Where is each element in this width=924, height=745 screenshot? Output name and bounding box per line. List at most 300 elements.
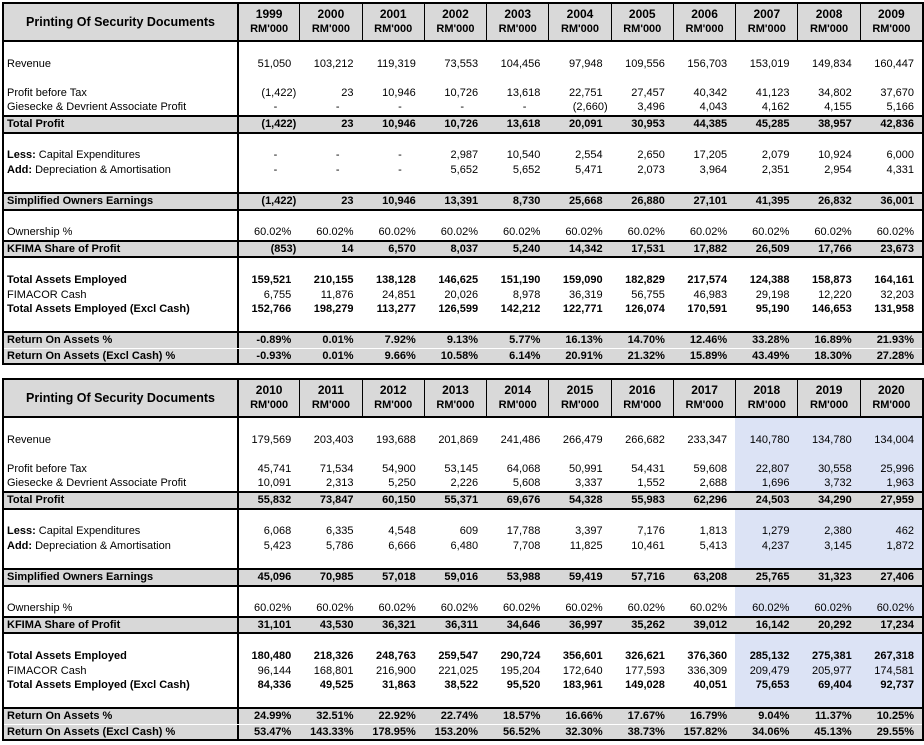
year-label: 2009 [878, 7, 905, 21]
year-header [673, 4, 735, 40]
row-label-prefix: Less: [7, 525, 36, 538]
year-label: 1999 [255, 7, 283, 21]
cell-value [860, 71, 922, 86]
cell-value: 23 [341, 117, 354, 130]
cell-value: 22.92% [378, 710, 416, 723]
cell-value: 6,755 [237, 288, 299, 303]
cell-value [797, 211, 859, 226]
cell-value: 32.51% [316, 710, 354, 723]
cell-value: 153,019 [749, 57, 790, 70]
cell-value [735, 587, 797, 602]
cell-value [611, 418, 673, 433]
row-label: Simplified Owners Earnings [7, 194, 154, 207]
unit-label: RM'000 [250, 23, 289, 35]
cell-value [673, 211, 735, 226]
cell-value: 143.33% [310, 725, 354, 738]
year-label: 2016 [628, 383, 656, 397]
cell-value: (2,660) [572, 101, 608, 114]
cell-value [237, 510, 299, 525]
cell-value [548, 42, 610, 57]
cell-value [860, 211, 922, 226]
cell-value: 45.13% [814, 725, 852, 738]
row-label: Giesecke & Devrient Associate Profit [7, 477, 187, 490]
cell-value: 5,413 [699, 539, 728, 552]
year-header [735, 380, 797, 416]
cell-value [362, 134, 424, 149]
table-row [4, 649, 922, 664]
cell-value [548, 317, 610, 332]
cell-value: 152,766 [237, 302, 299, 317]
row-label: Less: Capital Expenditures [7, 525, 141, 538]
cell-value [486, 42, 548, 57]
cell-value [860, 258, 922, 273]
row-label: Total Assets Employed (Excl Cash) [7, 679, 190, 692]
cell-value: 11,876 [320, 288, 354, 301]
cell-value: 267,318 [860, 649, 922, 664]
row-label [4, 211, 237, 226]
cell-value: 18.57% [503, 710, 541, 723]
summary-band-row [4, 240, 922, 259]
cell-value: - [237, 100, 299, 115]
cell-value [611, 587, 673, 602]
cell-value: 60.02% [752, 226, 790, 239]
cell-value: 8,730 [512, 194, 541, 207]
cell-value: 95,520 [506, 679, 541, 692]
cell-value [860, 693, 922, 708]
cell-value: 71,534 [319, 462, 354, 475]
cell-value: 2,650 [637, 149, 665, 162]
cell-value: 172,640 [562, 664, 603, 677]
cell-value: (853) [237, 242, 299, 257]
unit-label: RM'000 [311, 23, 350, 35]
cell-value: 22,807 [735, 462, 797, 477]
cell-value [797, 587, 859, 602]
cell-value: - [237, 163, 299, 178]
year-label: 2005 [628, 7, 656, 21]
cell-value: 69,676 [506, 493, 541, 506]
spacer-row [4, 447, 922, 462]
year-header [735, 4, 797, 40]
cell-value [611, 447, 673, 462]
table-row [4, 288, 922, 303]
cell-value: 17.67% [627, 710, 665, 723]
cell-value [424, 71, 486, 86]
cell-value: 38,522 [444, 679, 479, 692]
row-label: Return On Assets (Excl Cash) % [7, 349, 176, 362]
table-row [4, 302, 922, 317]
cell-value [299, 447, 361, 462]
cell-value: 45,741 [237, 462, 299, 477]
cell-value: 13,618 [506, 86, 541, 99]
cell-value: 60.02% [814, 226, 852, 239]
spacer-row [4, 634, 922, 649]
cell-value [424, 177, 486, 192]
spacer-row [4, 42, 922, 57]
cell-value: 63,208 [693, 570, 728, 583]
cell-value [860, 510, 922, 525]
cell-value [299, 510, 361, 525]
cell-value: 0.01% [322, 349, 354, 362]
cell-value [860, 553, 922, 568]
year-header [860, 4, 922, 40]
cell-value [735, 71, 797, 86]
cell-value: 218,326 [313, 649, 354, 662]
cell-value: 16.89% [814, 334, 852, 347]
year-label: 2010 [255, 383, 283, 397]
cell-value: 7.92% [384, 334, 416, 347]
unit-label: RM'000 [685, 23, 724, 35]
cell-value: 10,946 [382, 194, 416, 207]
cell-value: 20.91% [565, 349, 603, 362]
cell-value: 14 [341, 242, 354, 255]
row-label: Total Profit [7, 493, 65, 506]
spacer-row [4, 177, 922, 192]
cell-value: 18.30% [814, 349, 852, 362]
cell-value: 26,832 [818, 194, 852, 207]
cell-value [548, 177, 610, 192]
cell-value [548, 634, 610, 649]
row-label: KFIMA Share of Profit [7, 618, 121, 631]
cell-value [548, 510, 610, 525]
cell-value [299, 418, 361, 433]
cell-value: 24.99% [237, 709, 299, 724]
cell-value: 159,090 [562, 273, 603, 286]
year-label: 2007 [753, 7, 781, 21]
cell-value: 8,037 [450, 242, 479, 255]
cell-value [735, 553, 797, 568]
cell-value: 59,419 [568, 570, 603, 583]
cell-value [548, 418, 610, 433]
cell-value [673, 177, 735, 192]
cell-value [673, 258, 735, 273]
cell-value: 151,190 [500, 273, 541, 286]
table-row [4, 476, 922, 491]
cell-value: 5,423 [237, 539, 299, 554]
cell-value: 45,096 [237, 570, 299, 585]
row-label: Less: Capital Expenditures [7, 149, 141, 162]
cell-value: 29.55% [876, 725, 914, 738]
cell-value: 60.02% [316, 602, 354, 615]
cell-value [860, 447, 922, 462]
table-header-row [4, 4, 922, 42]
year-label: 2020 [878, 383, 905, 397]
cell-value: 183,961 [562, 679, 603, 692]
unit-label: RM'000 [872, 399, 911, 411]
cell-value: 27,101 [693, 194, 728, 207]
cell-value [362, 587, 424, 602]
year-header [860, 380, 922, 416]
cell-value [860, 134, 922, 149]
row-label [4, 510, 237, 525]
cell-value: 203,403 [313, 433, 354, 446]
unit-label: RM'000 [498, 23, 537, 35]
cell-value: 26,509 [755, 242, 790, 255]
cell-value: 17,205 [693, 149, 728, 162]
cell-value: 159,521 [237, 273, 299, 288]
cell-value: - [398, 101, 402, 114]
cell-value [237, 693, 299, 708]
cell-value: 20,091 [568, 117, 603, 130]
cell-value [486, 510, 548, 525]
cell-value: 92,737 [860, 678, 922, 693]
cell-value: 1,872 [860, 539, 922, 554]
cell-value: 5,166 [886, 101, 914, 114]
cell-value [611, 134, 673, 149]
cell-value: 51,050 [237, 57, 299, 72]
cell-value [486, 71, 548, 86]
cell-value [299, 317, 361, 332]
cell-value: 4,162 [761, 101, 790, 114]
cell-value: 156,703 [687, 57, 728, 70]
cell-value [611, 177, 673, 192]
cell-value: 36,001 [880, 194, 914, 207]
cell-value: 17,234 [880, 618, 914, 631]
cell-value: 140,780 [735, 433, 797, 448]
summary-band-row [4, 724, 922, 740]
cell-value: 84,336 [237, 678, 299, 693]
cell-value: 60.02% [860, 601, 922, 616]
cell-value: 30,953 [631, 117, 665, 130]
spacer-row [4, 587, 922, 602]
cell-value [611, 553, 673, 568]
row-label-prefix: Add: [7, 539, 33, 552]
cell-value [673, 42, 735, 57]
cell-value: 69,404 [797, 678, 859, 693]
cell-value: - [335, 149, 340, 162]
cell-value: 10.58% [440, 349, 479, 362]
cell-value [673, 134, 735, 149]
cell-value [486, 587, 548, 602]
cell-value: 336,309 [687, 664, 728, 677]
cell-value: 16.79% [689, 710, 728, 723]
cell-value: 1,813 [699, 525, 728, 538]
spacer-row [4, 258, 922, 273]
cell-value: 27.28% [876, 349, 914, 362]
cell-value: 35,262 [631, 618, 665, 631]
cell-value: 119,319 [376, 57, 416, 70]
cell-value: 124,388 [749, 273, 790, 286]
cell-value: 131,958 [874, 303, 914, 316]
cell-value: 209,479 [735, 664, 797, 679]
unit-label: RM'000 [311, 399, 350, 411]
year-label: 2001 [379, 7, 407, 21]
table-header-row [4, 380, 922, 418]
row-label: Giesecke & Devrient Associate Profit [7, 101, 187, 114]
cell-value [424, 693, 486, 708]
cell-value: 22.74% [440, 710, 479, 723]
cell-value: 290,724 [500, 649, 541, 662]
cell-value [735, 510, 797, 525]
cell-value: - [522, 101, 527, 114]
cell-value: - [398, 163, 402, 176]
cell-value: 60.02% [440, 602, 479, 615]
row-label [4, 71, 237, 86]
cell-value: 16,142 [755, 618, 790, 631]
unit-label: RM'000 [436, 23, 475, 35]
year-header [362, 4, 424, 40]
cell-value [299, 634, 361, 649]
row-label [4, 134, 237, 149]
summary-band-row [4, 348, 922, 364]
row-label [4, 258, 237, 273]
row-label: Profit before Tax [7, 86, 87, 99]
cell-value [424, 134, 486, 149]
cell-value [611, 693, 673, 708]
cell-value [237, 634, 299, 649]
cell-value: 60.02% [565, 602, 603, 615]
cell-value: 17,882 [693, 242, 728, 255]
cell-value [860, 42, 922, 57]
cell-value: 142,212 [500, 303, 541, 316]
row-label: Return On Assets % [7, 710, 113, 723]
cell-value: 25,996 [860, 462, 922, 477]
cell-value [673, 587, 735, 602]
cell-value: - [460, 101, 465, 114]
spacer-row [4, 510, 922, 525]
cell-value [237, 418, 299, 433]
cell-value: 20,292 [818, 618, 852, 631]
row-label [4, 553, 237, 568]
cell-value [362, 553, 424, 568]
cell-value: 205,977 [797, 664, 859, 679]
cell-value: 34.06% [752, 725, 790, 738]
cell-value: 149,028 [625, 679, 665, 692]
table-row [4, 524, 922, 539]
cell-value [860, 587, 922, 602]
cell-value: 53.47% [237, 725, 299, 740]
cell-value [237, 447, 299, 462]
year-label: 2014 [504, 383, 532, 397]
cell-value: 40,342 [693, 86, 728, 99]
cell-value: 122,771 [562, 303, 603, 316]
cell-value: 3,964 [699, 163, 728, 176]
cell-value: 1,279 [735, 524, 797, 539]
cell-value [362, 71, 424, 86]
cell-value: 210,155 [313, 273, 354, 286]
cell-value [299, 587, 361, 602]
cell-value: 37,670 [880, 86, 914, 99]
cell-value: 62,296 [693, 493, 728, 506]
cell-value: 201,869 [438, 433, 479, 446]
cell-value: 10,461 [631, 539, 665, 552]
cell-value: 10,946 [382, 117, 416, 130]
table-row [4, 57, 922, 72]
cell-value [673, 553, 735, 568]
cell-value: 10,946 [382, 86, 416, 99]
cell-value [424, 42, 486, 57]
cell-value [362, 42, 424, 57]
row-label: Total Assets Employed [7, 273, 127, 286]
cell-value: 14.70% [627, 334, 665, 347]
summary-band-row [4, 331, 922, 348]
cell-value: 6,666 [388, 539, 416, 552]
cell-value [424, 510, 486, 525]
cell-value: 6,480 [450, 539, 479, 552]
unit-label: RM'000 [872, 23, 911, 35]
year-label: 2000 [317, 7, 345, 21]
cell-value: 8,978 [512, 288, 541, 301]
cell-value: 1,552 [637, 477, 665, 490]
cell-value: 7,708 [512, 539, 541, 552]
table-row [4, 678, 922, 693]
cell-value: 32.30% [565, 725, 603, 738]
cell-value: 15.89% [689, 349, 728, 362]
summary-band-row [4, 616, 922, 635]
cell-value: - [335, 101, 340, 114]
cell-value: 2,380 [797, 524, 859, 539]
cell-value: 178.95% [372, 725, 416, 738]
cell-value [237, 587, 299, 602]
cell-value: 17,788 [506, 525, 541, 538]
cell-value [362, 510, 424, 525]
unit-label: RM'000 [623, 23, 662, 35]
cell-value [362, 447, 424, 462]
cell-value: 6,570 [388, 242, 416, 255]
cell-value: -0.89% [237, 333, 299, 348]
cell-value: 376,360 [687, 649, 728, 662]
cell-value: 5,786 [326, 539, 354, 552]
cell-value: 29,198 [755, 288, 790, 301]
cell-value: 38,957 [818, 117, 852, 130]
cell-value: 10.25% [876, 710, 914, 723]
cell-value: 7,176 [637, 525, 665, 538]
cell-value [424, 447, 486, 462]
cell-value: 5.77% [509, 334, 541, 347]
table-row [4, 100, 922, 115]
cell-value: 20,026 [444, 288, 479, 301]
cell-value: 60,150 [382, 493, 416, 506]
cell-value: 23 [341, 194, 354, 207]
cell-value: 60.02% [565, 226, 603, 239]
cell-value [797, 258, 859, 273]
table-row [4, 462, 922, 477]
year-label: 2004 [566, 7, 594, 21]
cell-value: 96,144 [237, 664, 299, 679]
cell-value [735, 447, 797, 462]
cell-value: 14,342 [568, 242, 603, 255]
cell-value: 42,836 [880, 117, 914, 130]
cell-value: (1,422) [237, 194, 299, 209]
table-row [4, 664, 922, 679]
cell-value: 60.02% [876, 226, 914, 239]
cell-value: 6,000 [886, 149, 914, 162]
cell-value [797, 42, 859, 57]
row-label: FIMACOR Cash [7, 288, 87, 301]
cell-value: 26,880 [631, 194, 665, 207]
cell-value [735, 211, 797, 226]
table-title: Printing Of Security Documents [26, 391, 215, 405]
year-header [237, 380, 299, 416]
spacer-row [4, 693, 922, 708]
cell-value [611, 510, 673, 525]
cell-value: 6,068 [237, 524, 299, 539]
summary-band-row [4, 707, 922, 724]
cell-value [362, 317, 424, 332]
table-row [4, 225, 922, 240]
cell-value [486, 211, 548, 226]
summary-band-row [4, 568, 922, 587]
cell-value: 55,371 [444, 493, 479, 506]
cell-value [673, 71, 735, 86]
row-label [4, 177, 237, 192]
cell-value: 3,337 [575, 477, 603, 490]
cell-value: 60.02% [689, 602, 728, 615]
cell-value: 5,471 [575, 163, 603, 176]
cell-value: - [335, 163, 340, 176]
cell-value: 25,765 [755, 570, 790, 583]
cell-value: 179,569 [237, 433, 299, 448]
cell-value: 259,547 [438, 649, 479, 662]
